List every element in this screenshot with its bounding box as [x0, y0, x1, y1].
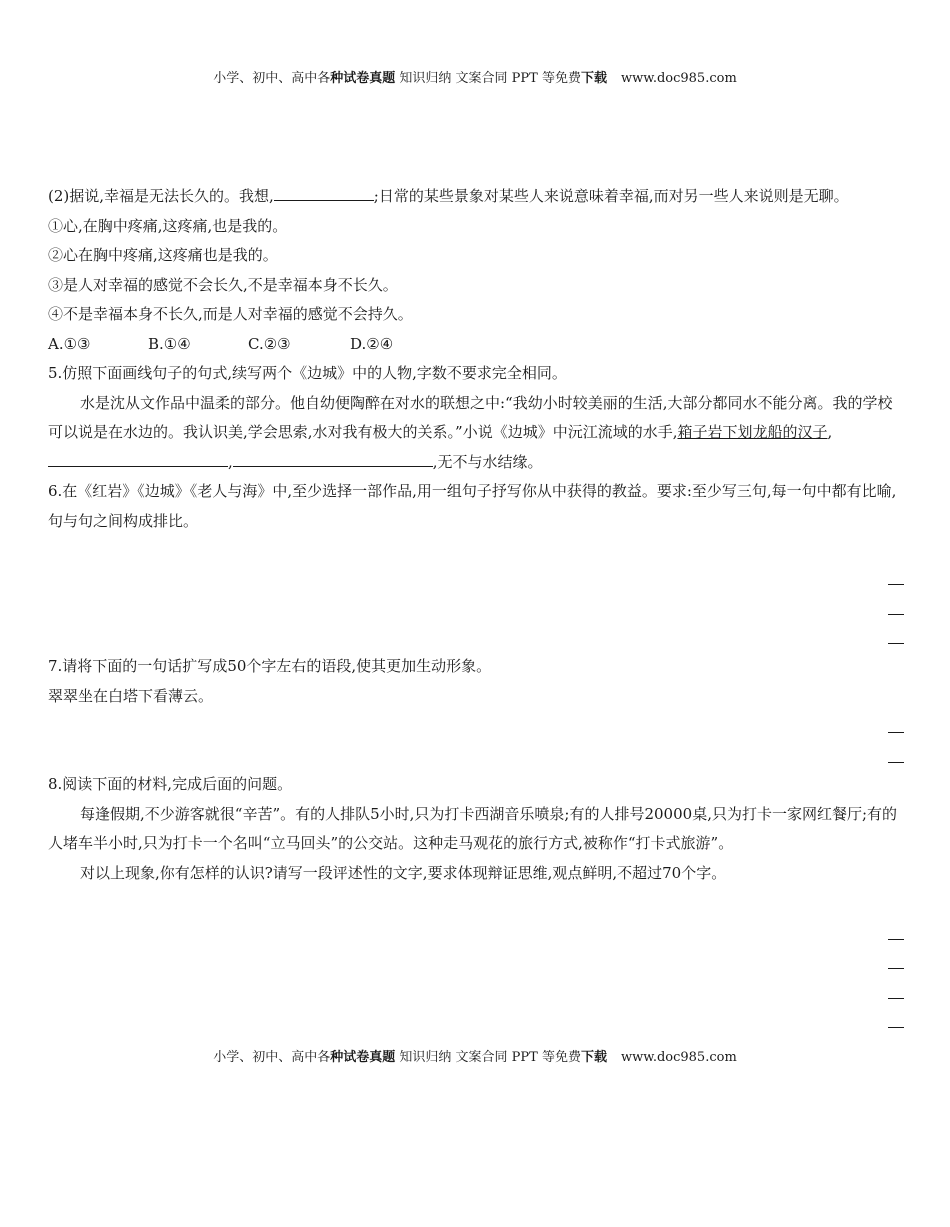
comma-2: , [228, 452, 233, 471]
footer-text: 小学、初中、高中各 [213, 1050, 331, 1065]
question-5-stem: 5.仿照下面画线句子的句式,续写两个《边城》中的人物,字数不要求完全相同。 [48, 364, 567, 382]
answer-line[interactable] [888, 732, 904, 733]
footer-url: www.doc985.com [620, 1050, 737, 1065]
question-2-stem-a: (2)据说,幸福是无法长久的。我想, [48, 187, 274, 205]
answer-blank[interactable] [274, 182, 374, 201]
answer-line[interactable] [888, 939, 904, 940]
exam-content [48, 182, 904, 536]
choice-2: ②心在胸中疼痛,这疼痛也是我的。 [48, 246, 278, 264]
comma: , [827, 423, 833, 441]
question-5-ending: ,无不与水结缘。 [432, 452, 543, 471]
question-2-stem-b: ;日常的某些景象对某些人来说意味着幸福,而对另一些人来说则是无聊。 [373, 187, 849, 205]
answer-line[interactable] [888, 584, 904, 585]
answer-line[interactable] [888, 1027, 904, 1028]
question-6-stem: 6.在《红岩》《边城》《老人与海》中,至少选择一部作品,用一组句子抒写你从中获得的教益。要求:至少写三句,每一句中都有比喻,句与句之间构成排比。 [48, 482, 897, 530]
question-8-material: 每逢假期,不少游客就很“辛苦”。有的人排队5小时,只为打卡西湖音乐喷泉;有的人排号20000桌,只为打卡一家网红餐厅;有的人堵车半小时,只为打卡一个名叫“立马回头”的公交站。这种走马观花的旅行方式,被称作“打卡式旅游”。 [48, 804, 898, 852]
question-7-sentence: 翠翠坐在白塔下看薄云。 [48, 686, 214, 705]
question-7-stem: 7.请将下面的一句话扩写成50个字左右的语段,使其更加生动形象。 [48, 657, 492, 675]
exam-content-q7 [48, 652, 904, 711]
option-c[interactable]: C.②③ [248, 334, 291, 353]
answer-line[interactable] [888, 762, 904, 763]
header-text: 小学、初中、高中各 [213, 71, 331, 86]
answer-line[interactable] [888, 643, 904, 644]
page-header [0, 70, 950, 88]
header-url: www.doc985.com [620, 71, 737, 86]
question-8-task: 对以上现象,你有怎样的认识?请写一段评述性的文字,要求体现辩证思维,观点鲜明,不超过70个字。 [80, 863, 727, 882]
header-bold-text: 种试卷真题 [330, 71, 396, 86]
question-5-passage-text: 水是沈从文作品中温柔的部分。他自幼便陶醉在对水的联想之中:“我幼小时较美丽的生活,大部分都同水不能分离。我的学校可以说是在水边的。我认识美,学会思索,水对我有极大的关系。”小说《边城》中沅江流域的水手, [48, 393, 893, 441]
option-a[interactable]: A.①③ [48, 334, 91, 353]
answer-line[interactable] [888, 614, 904, 615]
answer-line[interactable] [888, 968, 904, 969]
answer-blank-2[interactable] [233, 448, 433, 467]
choice-1: ①心,在胸中疼痛,这疼痛,也是我的。 [48, 216, 288, 235]
question-8-stem: 8.阅读下面的材料,完成后面的问题。 [48, 775, 293, 793]
page-footer [0, 1049, 950, 1067]
underlined-sentence: 箱子岩下划龙船的汉子 [677, 423, 828, 441]
option-d[interactable]: D.②④ [350, 334, 394, 353]
footer-bold-text-2: 下载 [580, 1050, 607, 1065]
footer-bold-text: 种试卷真题 [330, 1050, 396, 1065]
choice-3: ③是人对幸福的感觉不会长久,不是幸福本身不长久。 [48, 275, 398, 294]
choice-4: ④不是幸福本身不长久,而是人对幸福的感觉不会持久。 [48, 305, 413, 323]
question-2-stem [48, 182, 904, 212]
exam-content-q8 [48, 770, 904, 888]
answer-blank-1[interactable] [48, 448, 228, 467]
header-text-2: 知识归纳 文案合同 PPT 等免费 [395, 71, 581, 86]
question-5-passage [48, 389, 904, 478]
answer-line[interactable] [888, 998, 904, 999]
footer-text-2: 知识归纳 文案合同 PPT 等免费 [395, 1050, 581, 1065]
header-bold-text-2: 下载 [580, 71, 607, 86]
answer-options [48, 330, 904, 360]
option-b[interactable]: B.①④ [148, 334, 191, 353]
